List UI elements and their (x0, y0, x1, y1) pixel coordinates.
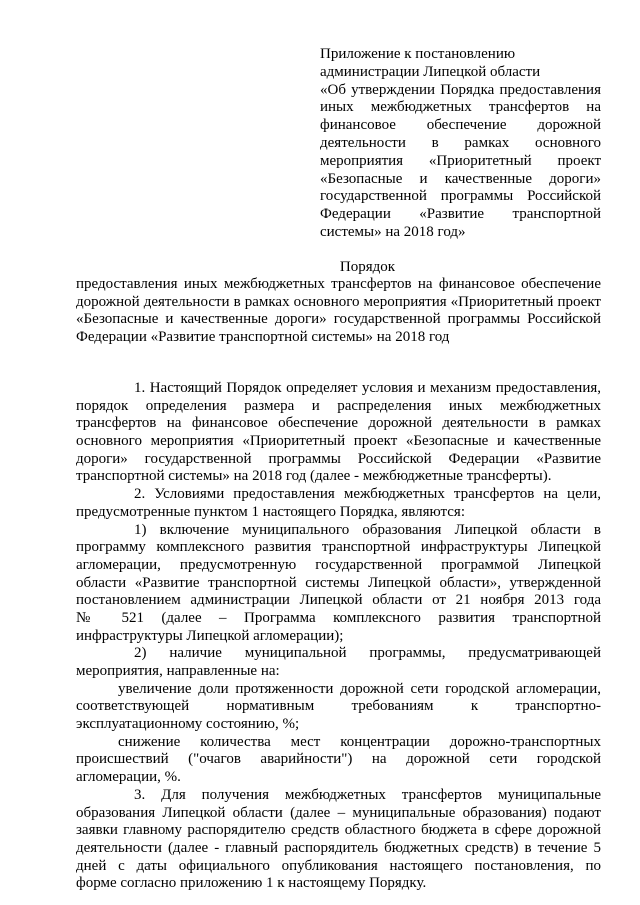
paragraph-indicator-2 (76, 734, 601, 787)
paragraph-line: форме согласно приложению 1 к настоящему Порядку. (76, 875, 427, 892)
paragraph-line: № 521 (далее – Программа комплексного развития транспортной (76, 609, 601, 626)
paragraph-line: порядок определения размера и распределения иных межбюджетных (76, 397, 601, 414)
paragraph-line: снижение количества мест концентрации дорожно-транспортных (118, 733, 601, 750)
paragraph-indicator-1 (76, 681, 601, 734)
paragraph-line: предусмотренные пунктом 1 настоящего Порядка, являются: (76, 503, 465, 520)
paragraph-2 (76, 486, 601, 521)
paragraph-line: 2. Условиями предоставления межбюджетных трансфертов на цели, (134, 486, 601, 503)
appendix-header (320, 46, 601, 242)
paragraph-line: дороги» государственной программы Российской Федерации «Развитие (76, 450, 601, 467)
paragraph-line: соответствующей нормативным требованиям к транспортно- (76, 698, 601, 715)
paragraph-line: 1. Настоящий Порядок определяет условия и механизм предоставления, (134, 380, 601, 396)
paragraph-line: образования Липецкой области (далее – муниципальные образования) подают (76, 804, 601, 821)
paragraph-line: эксплуатационному состоянию, %; (76, 716, 300, 733)
subtitle-line: «Безопасные и качественные дороги» государственной программы Российской (76, 311, 601, 328)
paragraph-3 (76, 787, 601, 893)
paragraph-2-item-1 (76, 522, 601, 646)
document-title: Порядок (339, 259, 396, 275)
paragraph-line: 1) включение муниципального образования Липецкой области в (134, 521, 601, 538)
document-subtitle (76, 276, 601, 346)
document-body (76, 380, 601, 893)
paragraph-line: заявки главному распорядителю средств областного бюджета в сфере дорожной (76, 822, 601, 839)
paragraph-line: дней с даты официального опубликования настоящего постановления, по (76, 857, 601, 874)
appendix-line: «Безопасные и качественные дороги» (320, 170, 601, 187)
paragraph-line: 2) наличие муниципальной программы, предусматривающей (134, 645, 601, 662)
appendix-line: администрации Липецкой области (320, 63, 541, 80)
paragraph-2-item-2 (76, 645, 601, 680)
paragraph-line: области «Развитие транспортной системы Липецкой области», утвержденной (76, 574, 601, 591)
appendix-line: мероприятия «Приоритетный проект (320, 152, 601, 169)
appendix-line: системы» на 2018 год» (320, 223, 466, 240)
paragraph-line: агломерации, %. (76, 769, 181, 786)
subtitle-line: предоставления иных межбюджетных трансфертов на финансовое обеспечение (76, 276, 601, 292)
paragraph-line: основного мероприятия «Приоритетный проект «Безопасные и качественные (76, 433, 601, 450)
appendix-line: иных межбюджетных трансфертов на (320, 99, 601, 116)
paragraph-line: увеличение доли протяженности дорожной сети городской агломерации, (118, 680, 601, 697)
appendix-line: Федерации «Развитие транспортной (320, 206, 601, 223)
paragraph-1 (76, 380, 601, 486)
paragraph-line: 3. Для получения межбюджетных трансфертов муниципальные (134, 786, 601, 803)
paragraph-line: деятельности (далее - главный распорядитель бюджетных средств) в течение 5 (76, 839, 601, 856)
paragraph-line: постановлением администрации Липецкой области от 21 ноября 2013 года (76, 592, 601, 609)
paragraph-line: трансфертов на финансовое обеспечение дорожной деятельности в рамках (76, 415, 601, 432)
subtitle-line: Федерации «Развитие транспортной системы» на 2018 год (76, 328, 450, 345)
paragraph-line: программу комплексного развития транспортной инфраструктуры Липецкой (76, 539, 601, 556)
paragraph-line: инфраструктуры Липецкой агломерации); (76, 627, 344, 644)
appendix-line: Приложение к постановлению (320, 46, 516, 62)
appendix-line: «Об утверждении Порядка предоставления (320, 81, 601, 98)
paragraph-line: мероприятия, направленные на: (76, 663, 280, 679)
appendix-line: государственной программы Российской (320, 188, 601, 205)
appendix-line: финансовое обеспечение дорожной (320, 117, 601, 134)
paragraph-line: транспортной системы» на 2018 год (далее - межбюджетные трансферты). (76, 468, 552, 485)
appendix-line: деятельности в рамках основного (320, 134, 601, 151)
paragraph-line: агломерации, предусмотренную государственной программой Липецкой (76, 556, 601, 573)
paragraph-line: происшествий ("очагов аварийности") на дорожной сети городской (76, 751, 601, 768)
subtitle-line: дорожной деятельности в рамках основного мероприятия «Приоритетный проект (76, 293, 601, 310)
